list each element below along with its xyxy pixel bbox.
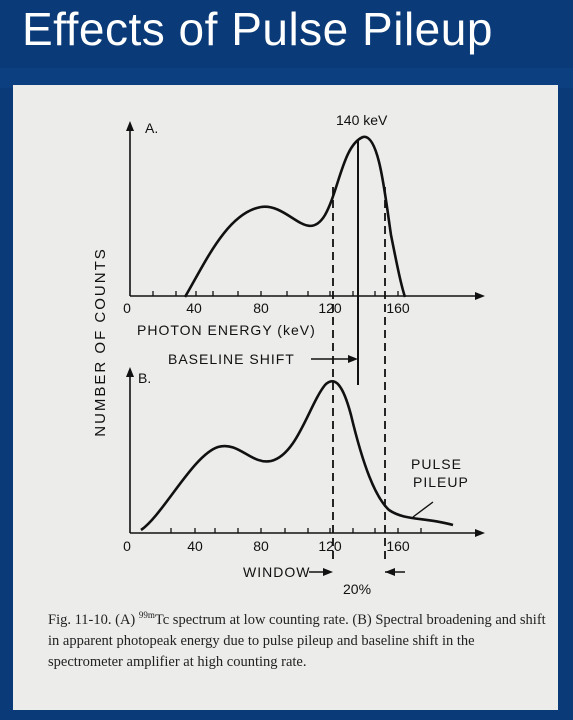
panel-a-x-arrow: [475, 292, 485, 300]
panel-b-tick-120: 120: [318, 538, 342, 554]
caption-text: Tc spectrum at low counting rate. (B) Spectral broadening and shift in apparent photopeak energy due to pulse pileup and baseline shift in the spectrometer amplifier at high counting rate.: [48, 611, 546, 670]
panel-a-origin: 0: [123, 300, 131, 316]
pileup-pointer-line: [413, 502, 433, 517]
figure-caption: [48, 605, 548, 673]
pileup-label-line1: PULSE: [411, 456, 462, 472]
panel-a-label: A.: [145, 120, 159, 136]
panel-a-tick-120: 120: [318, 300, 342, 316]
window-percent: 20%: [343, 581, 372, 597]
baseline-shift-arrowhead: [348, 355, 358, 363]
panel-a-tick-160: 160: [386, 300, 410, 316]
slide-title: Effects of Pulse Pileup: [22, 3, 493, 55]
window-label: WINDOW: [243, 564, 311, 580]
panel-b-label: B.: [138, 370, 152, 386]
panel-a-tick-40: 40: [186, 300, 202, 316]
panel-a-x-axis-label: PHOTON ENERGY (keV): [137, 322, 316, 338]
baseline-shift-label: BASELINE SHIFT: [168, 351, 295, 367]
pileup-label-line2: PILEUP: [413, 474, 469, 490]
panel-b-spectrum-curve: [141, 381, 453, 530]
figure-scan: [13, 85, 558, 710]
panel-a-spectrum-curve: [185, 137, 405, 297]
caption-prefix: Fig. 11-10. (A): [48, 611, 139, 628]
panel-a-tick-80: 80: [253, 300, 269, 316]
y-axis-label: NUMBER OF COUNTS: [92, 247, 109, 437]
window-arrowhead-right: [385, 568, 395, 576]
panel-b-y-arrow: [126, 367, 134, 377]
window-arrowhead: [323, 568, 333, 576]
panel-a-y-arrow: [126, 121, 134, 131]
panel-b-tick-40: 40: [187, 538, 203, 554]
panel-b-tick-160: 160: [386, 538, 410, 554]
caption-isotope-superscript: 99m: [138, 610, 155, 620]
peak-label: 140 keV: [336, 112, 388, 128]
panel-b-tick-0: 0: [123, 538, 131, 554]
panel-b-tick-80: 80: [253, 538, 269, 554]
panel-b-x-arrow: [475, 529, 485, 537]
